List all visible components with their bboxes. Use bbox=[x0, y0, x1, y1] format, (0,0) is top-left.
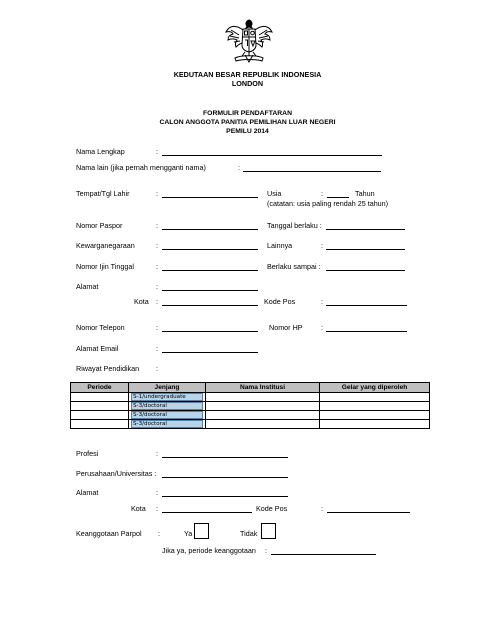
colon: : bbox=[156, 323, 158, 332]
table-row bbox=[71, 402, 430, 411]
column-header-nama-institusi: Nama Institusi bbox=[206, 383, 320, 393]
alamat-kantor-label: Alamat bbox=[76, 488, 99, 497]
alamat-field[interactable] bbox=[162, 290, 258, 291]
colon: : bbox=[156, 241, 158, 250]
colon: : bbox=[238, 163, 240, 172]
kode-pos-kantor-label: Kode Pos bbox=[256, 504, 288, 513]
nomor-paspor-label: Nomor Paspor bbox=[76, 221, 123, 230]
periode-cell[interactable] bbox=[71, 420, 129, 429]
table-row bbox=[71, 393, 430, 402]
kota-field[interactable] bbox=[162, 305, 258, 306]
berlaku-sampai-label: Berlaku sampai : bbox=[267, 262, 321, 271]
profesi-label: Profesi bbox=[76, 449, 99, 458]
institusi-cell[interactable] bbox=[206, 420, 320, 429]
ya-checkbox[interactable] bbox=[194, 523, 209, 539]
institusi-cell[interactable] bbox=[206, 411, 320, 420]
colon: : bbox=[156, 488, 158, 497]
colon: : bbox=[321, 241, 323, 250]
usia-field[interactable] bbox=[327, 197, 349, 198]
colon: : bbox=[156, 147, 158, 156]
alamat-email-label: Alamat Email bbox=[76, 344, 119, 353]
column-header-jenjang: Jenjang bbox=[129, 383, 206, 393]
colon: : bbox=[156, 364, 158, 373]
tanggal-berlaku-label: Tanggal berlaku : bbox=[267, 221, 322, 230]
colon: : bbox=[158, 529, 160, 538]
colon: : bbox=[321, 297, 323, 306]
colon: : bbox=[156, 344, 158, 353]
alamat-label: Alamat bbox=[76, 282, 99, 291]
colon: : bbox=[156, 282, 158, 291]
ya-label: Ya bbox=[184, 529, 193, 538]
jenjang-cell[interactable] bbox=[129, 411, 206, 420]
periode-cell[interactable] bbox=[71, 411, 129, 420]
gelar-cell[interactable] bbox=[320, 393, 430, 402]
perusahaan-universitas-field[interactable] bbox=[162, 477, 288, 478]
table-row bbox=[71, 420, 430, 429]
kewarganegaraan-field[interactable] bbox=[162, 249, 258, 250]
kota-label: Kota bbox=[134, 297, 149, 306]
institusi-cell[interactable] bbox=[206, 393, 320, 402]
nama-lengkap-label: Nama Lengkap bbox=[76, 147, 125, 156]
colon: : bbox=[321, 189, 323, 198]
colon: : bbox=[321, 504, 323, 513]
lainnya-label: Lainnya bbox=[267, 241, 293, 250]
alamat-kantor-field[interactable] bbox=[162, 496, 288, 497]
tidak-label: Tidak bbox=[240, 529, 258, 538]
periode-cell[interactable] bbox=[71, 393, 129, 402]
institusi-cell[interactable] bbox=[206, 402, 320, 411]
nomor-telepon-field[interactable] bbox=[162, 331, 258, 332]
jenjang-cell[interactable] bbox=[129, 402, 206, 411]
periode-cell[interactable] bbox=[71, 402, 129, 411]
usia-note: (catatan: usia paling rendah 25 tahun) bbox=[267, 199, 389, 208]
tanggal-berlaku-field[interactable] bbox=[326, 229, 405, 230]
kode-pos-field[interactable] bbox=[326, 305, 407, 306]
embassy-name-line2: LONDON bbox=[231, 79, 264, 88]
column-header-gelar: Gelar yang diperoleh bbox=[320, 383, 430, 393]
nama-lain-label: Nama lain (jika pernah mengganti nama) bbox=[76, 163, 206, 172]
colon: : bbox=[156, 189, 158, 198]
periode-keanggotaan-label: Jika ya, periode keanggotaan bbox=[162, 546, 256, 555]
colon: : bbox=[156, 262, 158, 271]
nama-lain-field[interactable] bbox=[243, 171, 381, 172]
form-title-line1: FORMULIR PENDAFTARAN bbox=[203, 110, 292, 117]
lainnya-field[interactable] bbox=[326, 249, 405, 250]
kode-pos-kantor-field[interactable] bbox=[327, 512, 410, 513]
colon: : bbox=[156, 504, 158, 513]
kewarganegaraan-label: Kewarganegaraan bbox=[76, 241, 135, 250]
nomor-telepon-label: Nomor Telepon bbox=[76, 323, 125, 332]
form-title-line2: CALON ANGGOTA PANITIA PEMILIHAN LUAR NEGERI bbox=[159, 119, 336, 126]
gelar-cell[interactable] bbox=[320, 420, 430, 429]
usia-label: Usia bbox=[267, 189, 282, 198]
colon: : bbox=[321, 323, 323, 332]
kode-pos-label: Kode Pos bbox=[264, 297, 296, 306]
periode-keanggotaan-field[interactable] bbox=[271, 554, 376, 555]
nomor-hp-field[interactable] bbox=[326, 331, 407, 332]
kota-kantor-field[interactable] bbox=[162, 512, 252, 513]
colon: : bbox=[156, 221, 158, 230]
garuda-emblem-icon bbox=[225, 18, 273, 64]
gelar-cell[interactable] bbox=[320, 411, 430, 420]
gelar-cell[interactable] bbox=[320, 402, 430, 411]
colon: : bbox=[156, 449, 158, 458]
colon: : bbox=[265, 546, 267, 555]
jenjang-cell[interactable] bbox=[129, 393, 206, 402]
jenjang-select[interactable]: S-1/undergraduate bbox=[131, 393, 203, 401]
table-header-row bbox=[71, 383, 430, 393]
education-table bbox=[70, 382, 430, 429]
nama-lengkap-field[interactable] bbox=[162, 155, 382, 156]
nomor-hp-label: Nomor HP bbox=[269, 323, 303, 332]
colon: : bbox=[156, 297, 158, 306]
tidak-checkbox[interactable] bbox=[261, 523, 276, 539]
tahun-label: Tahun bbox=[355, 189, 375, 198]
nomor-paspor-field[interactable] bbox=[162, 229, 258, 230]
profesi-field[interactable] bbox=[162, 457, 288, 458]
jenjang-select[interactable]: S-3/doctoral bbox=[131, 402, 203, 410]
perusahaan-universitas-label: Perusahaan/Universitas : bbox=[76, 469, 157, 478]
nomor-ijin-tinggal-label: Nomor Ijin Tinggal bbox=[76, 262, 134, 271]
table-row bbox=[71, 411, 430, 420]
riwayat-pendidikan-label: Riwayat Pendidikan bbox=[76, 364, 140, 373]
kota-kantor-label: Kota bbox=[131, 504, 146, 513]
embassy-name-line1: KEDUTAAN BESAR REPUBLIK INDONESIA bbox=[173, 70, 322, 79]
berlaku-sampai-field[interactable] bbox=[326, 270, 405, 271]
alamat-email-field[interactable] bbox=[162, 352, 258, 353]
tempat-tgl-lahir-label: Tempat/Tgl Lahir bbox=[76, 189, 130, 198]
form-title-line3: PEMILU 2014 bbox=[226, 128, 269, 135]
keanggotaan-parpol-label: Keanggotaan Parpol bbox=[76, 529, 142, 538]
column-header-periode: Periode bbox=[71, 383, 129, 393]
tempat-tgl-lahir-field[interactable] bbox=[162, 197, 258, 198]
jenjang-select[interactable]: S-3/doctoral bbox=[131, 411, 203, 419]
nomor-ijin-tinggal-field[interactable] bbox=[162, 270, 258, 271]
jenjang-select[interactable]: S-3/doctoral bbox=[131, 420, 203, 428]
jenjang-cell[interactable] bbox=[129, 420, 206, 429]
